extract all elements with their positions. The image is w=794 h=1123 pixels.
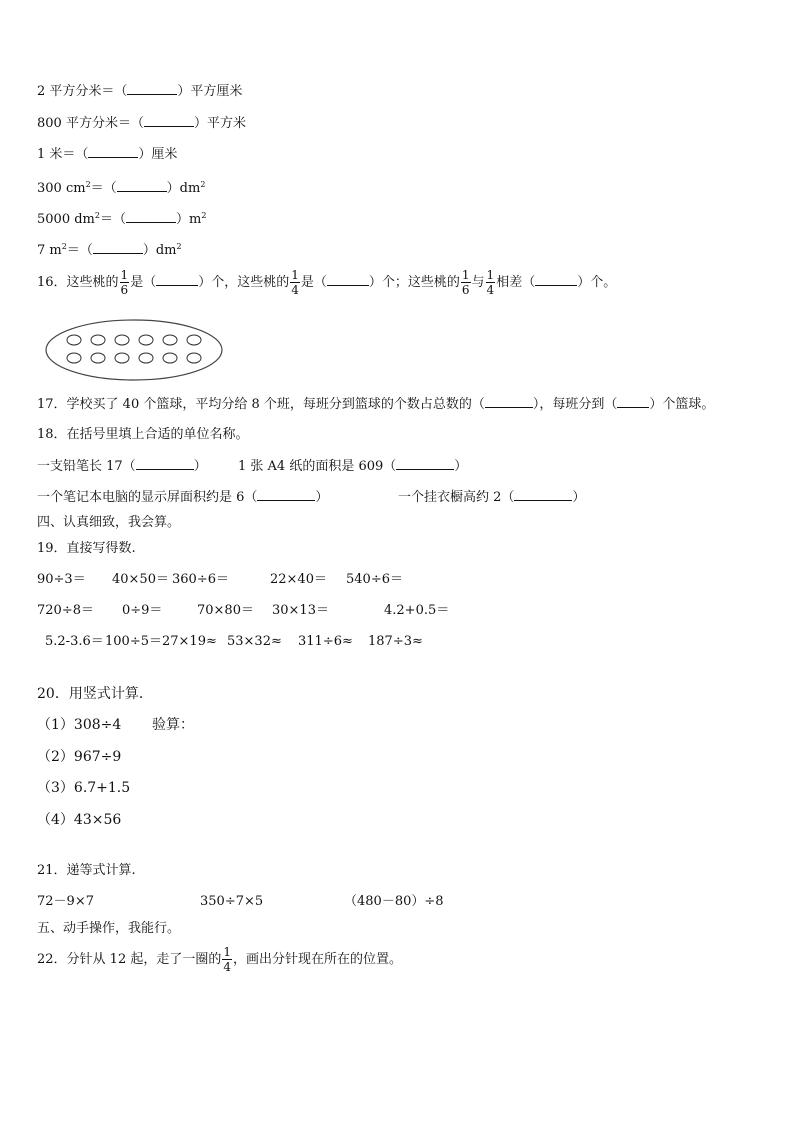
answer-blank[interactable] bbox=[257, 488, 315, 501]
unit-line-3 bbox=[37, 145, 177, 164]
calc-item: 360÷6＝ bbox=[172, 572, 229, 587]
calc-item: 30×13＝ bbox=[272, 603, 329, 618]
superscript: 2 bbox=[94, 211, 100, 220]
answer-blank[interactable] bbox=[327, 273, 369, 286]
unit-text: 7 m bbox=[37, 243, 62, 258]
calc-item: 22×40＝ bbox=[270, 572, 327, 587]
q18-text: ） bbox=[572, 490, 586, 505]
answer-blank[interactable] bbox=[156, 273, 198, 286]
calc-item: 70×80＝ bbox=[197, 603, 254, 618]
q21-item-2: 350÷7×5 bbox=[200, 894, 264, 909]
unit-text: 300 cm bbox=[37, 181, 86, 196]
answer-blank[interactable] bbox=[88, 145, 138, 158]
unit-line-4 bbox=[37, 176, 205, 198]
calc-item: 187÷3≈ bbox=[368, 634, 423, 649]
fraction-numerator: 1 bbox=[461, 268, 470, 282]
answer-blank[interactable] bbox=[535, 273, 577, 286]
q17-text: ），每班分到（ bbox=[532, 397, 618, 412]
peach-icon bbox=[91, 353, 105, 363]
fraction-denominator: 6 bbox=[461, 283, 470, 297]
q16-text: 是（ bbox=[130, 275, 157, 290]
answer-blank[interactable] bbox=[93, 241, 143, 254]
answer-blank[interactable] bbox=[396, 457, 454, 470]
answer-blank[interactable] bbox=[126, 210, 176, 223]
question-21-title: 21．递等式计算. bbox=[37, 863, 136, 878]
q20-item-2: （2）967÷9 bbox=[37, 749, 122, 765]
peaches-group bbox=[67, 335, 201, 363]
calc-item: 40×50＝ bbox=[112, 572, 169, 587]
plate-ellipse bbox=[46, 320, 222, 380]
unit-text: ）dm bbox=[166, 181, 201, 196]
fraction-denominator: 4 bbox=[223, 960, 231, 974]
q18-line-2b bbox=[398, 488, 585, 507]
question-20-title: 20．用竖式计算. bbox=[37, 686, 144, 702]
q16-text: 16．这些桃的 bbox=[37, 275, 119, 290]
unit-line-1 bbox=[37, 82, 242, 101]
q16-text: ）个；这些桃的 bbox=[368, 275, 460, 290]
fraction-numerator: 1 bbox=[291, 268, 299, 282]
unit-text: ＝（ bbox=[66, 243, 93, 258]
calc-item: 311÷6≈ bbox=[298, 634, 353, 649]
q18-line-1b bbox=[238, 457, 467, 476]
unit-text: ）平方米 bbox=[193, 116, 246, 131]
answer-blank[interactable] bbox=[514, 488, 572, 501]
question-18-title: 18．在括号里填上合适的单位名称。 bbox=[37, 427, 249, 442]
unit-text: 2 平方分米＝（ bbox=[37, 84, 128, 99]
unit-line-6 bbox=[37, 238, 182, 260]
fraction bbox=[290, 268, 300, 297]
unit-text: ）m bbox=[175, 212, 202, 227]
calc-item: 53×32≈ bbox=[227, 634, 282, 649]
unit-text: 5000 dm bbox=[37, 212, 95, 227]
question-17 bbox=[37, 395, 714, 414]
q16-text: 是（ bbox=[300, 275, 327, 290]
unit-text: ）dm bbox=[142, 243, 177, 258]
q18-text: ） bbox=[193, 459, 207, 474]
question-19-title: 19．直接写得数. bbox=[37, 541, 136, 556]
unit-line-2 bbox=[37, 114, 246, 133]
q18-text: 一支铅笔长 17（ bbox=[37, 459, 136, 474]
unit-text: ）厘米 bbox=[138, 147, 178, 162]
peach-icon bbox=[115, 335, 129, 345]
fraction bbox=[486, 268, 496, 297]
q17-text: ）个篮球。 bbox=[649, 397, 715, 412]
q18-text: ） bbox=[315, 490, 329, 505]
q18-text: ） bbox=[454, 459, 468, 474]
fraction bbox=[120, 268, 130, 297]
superscript: 2 bbox=[201, 211, 207, 220]
fraction bbox=[222, 945, 232, 974]
answer-blank[interactable] bbox=[617, 395, 649, 408]
q18-text: 一个挂衣橱高约 2（ bbox=[398, 490, 515, 505]
q16-text: 与 bbox=[471, 275, 485, 290]
q21-item-1: 72－9×7 bbox=[37, 894, 94, 909]
section-5-heading: 五、动手操作，我能行。 bbox=[37, 921, 181, 936]
q22-text: ，画出分针现在所在的位置。 bbox=[233, 952, 403, 967]
fraction-numerator: 1 bbox=[120, 268, 129, 282]
q17-text: 17．学校买了 40 个篮球，平均分给 8 个班，每班分到篮球的个数占总数的（ bbox=[37, 397, 485, 412]
answer-blank[interactable] bbox=[117, 179, 167, 192]
fraction-denominator: 6 bbox=[120, 283, 129, 297]
question-16 bbox=[37, 265, 616, 301]
q16-text: 相差（ bbox=[496, 275, 536, 290]
calc-item: 100÷5＝ bbox=[105, 634, 162, 649]
fraction-denominator: 4 bbox=[291, 283, 299, 297]
fraction bbox=[461, 268, 471, 297]
superscript: 2 bbox=[176, 242, 182, 251]
calc-item: 0÷9＝ bbox=[122, 603, 163, 618]
peach-icon bbox=[115, 353, 129, 363]
peach-icon bbox=[163, 353, 177, 363]
peach-icon bbox=[67, 335, 81, 345]
calc-item: 4.2+0.5＝ bbox=[384, 603, 450, 618]
answer-blank[interactable] bbox=[485, 395, 533, 408]
unit-text: ）平方厘米 bbox=[177, 84, 243, 99]
q18-text: 一个笔记本电脑的显示屏面积约是 6（ bbox=[37, 490, 258, 505]
calc-item: 5.2-3.6＝ bbox=[45, 634, 104, 649]
unit-text: ＝（ bbox=[90, 181, 117, 196]
unit-text: 1 米＝（ bbox=[37, 147, 89, 162]
superscript: 2 bbox=[61, 242, 67, 251]
superscript: 2 bbox=[200, 180, 206, 189]
peaches-plate-illustration bbox=[44, 318, 224, 382]
peach-icon bbox=[187, 353, 201, 363]
calc-item: 27×19≈ bbox=[162, 634, 217, 649]
peach-icon bbox=[67, 353, 81, 363]
unit-text: ＝（ bbox=[99, 212, 126, 227]
section-4-heading: 四、认真细致，我会算。 bbox=[37, 515, 181, 530]
peach-icon bbox=[163, 335, 177, 345]
unit-text: 800 平方分米＝（ bbox=[37, 116, 144, 131]
peach-icon bbox=[139, 335, 153, 345]
answer-blank[interactable] bbox=[136, 457, 194, 470]
q16-text: ）个。 bbox=[577, 275, 617, 290]
fraction-numerator: 1 bbox=[223, 945, 231, 959]
q18-line-1 bbox=[37, 457, 207, 476]
peach-icon bbox=[139, 353, 153, 363]
calc-item: 540÷6＝ bbox=[346, 572, 403, 587]
question-22 bbox=[37, 942, 402, 978]
calc-item: 720÷8＝ bbox=[37, 603, 94, 618]
q22-text: 22．分针从 12 起，走了一圈的 bbox=[37, 952, 222, 967]
peach-icon bbox=[187, 335, 201, 345]
q20-item-1: （1）308÷4 bbox=[37, 717, 122, 733]
q20-item-4: （4）43×56 bbox=[37, 812, 122, 828]
q18-text: 1 张 A4 纸的面积是 609（ bbox=[238, 459, 397, 474]
q18-line-2 bbox=[37, 488, 328, 507]
q20-check-label: 验算： bbox=[152, 717, 194, 733]
q16-text: ）个，这些桃的 bbox=[198, 275, 290, 290]
fraction-denominator: 4 bbox=[486, 283, 495, 297]
peach-icon bbox=[91, 335, 105, 345]
unit-line-5 bbox=[37, 207, 206, 229]
q21-item-3: （480－80）÷8 bbox=[344, 894, 444, 909]
calc-item: 90÷3＝ bbox=[37, 572, 86, 587]
q20-item-3: （3）6.7+1.5 bbox=[37, 780, 131, 796]
answer-blank[interactable] bbox=[127, 82, 177, 95]
answer-blank[interactable] bbox=[144, 114, 194, 127]
superscript: 2 bbox=[85, 180, 91, 189]
fraction-numerator: 1 bbox=[486, 268, 495, 282]
